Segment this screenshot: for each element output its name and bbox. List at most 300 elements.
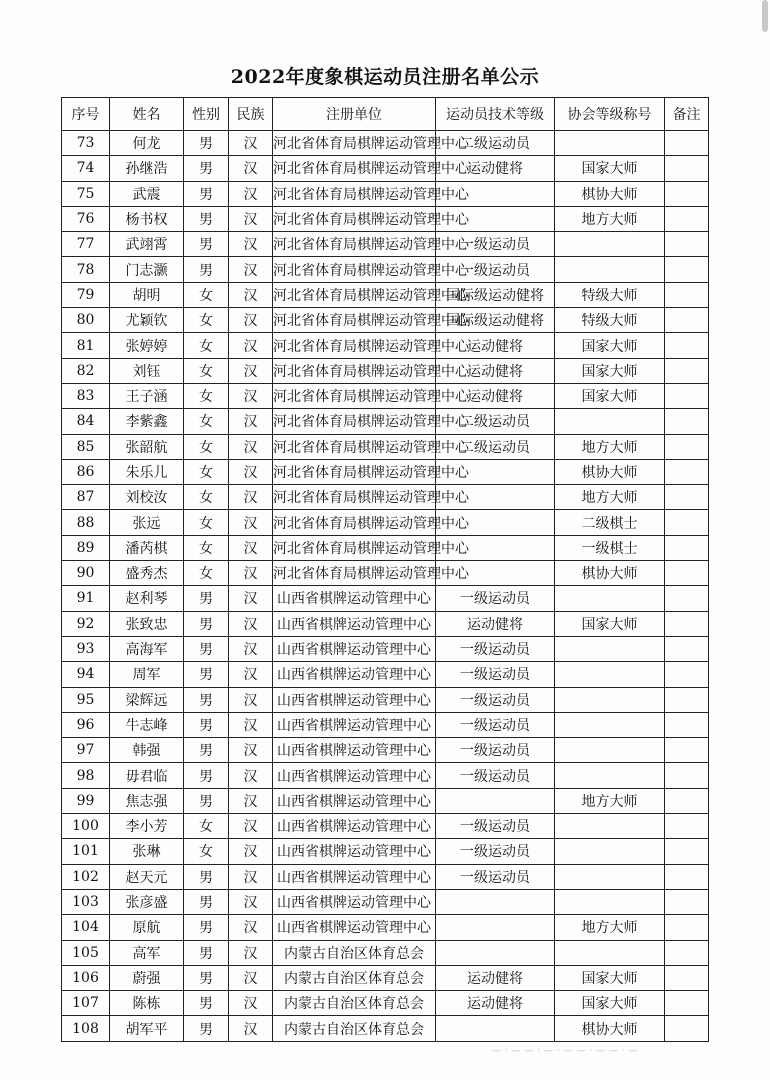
cell-unit: 内蒙古自治区体育总会 [273, 1016, 436, 1041]
table-row [62, 308, 709, 333]
cell-association-title: 特级大师 [555, 282, 665, 307]
cell-index: 97 [62, 738, 110, 763]
cell-ethnicity: 汉 [229, 586, 273, 611]
cell-index: 102 [62, 864, 110, 889]
cell-remarks [665, 611, 709, 636]
cell-association-title: 棋协大师 [555, 561, 665, 586]
cell-ethnicity: 汉 [229, 257, 273, 282]
cell-gender: 男 [184, 687, 229, 712]
cell-association-title: 地方大师 [555, 206, 665, 231]
cell-unit: 山西省棋牌运动管理中心 [273, 839, 436, 864]
cell-ethnicity: 汉 [229, 738, 273, 763]
cell-gender: 男 [184, 738, 229, 763]
table-row [62, 282, 709, 307]
cell-gender: 男 [184, 788, 229, 813]
cell-remarks [665, 156, 709, 181]
cell-ethnicity: 汉 [229, 485, 273, 510]
cell-name: 张琳 [110, 839, 184, 864]
cell-gender: 女 [184, 308, 229, 333]
cell-tech-level: 一级运动员 [436, 662, 555, 687]
cell-remarks [665, 333, 709, 358]
cell-association-title: 国家大师 [555, 358, 665, 383]
cell-gender: 女 [184, 333, 229, 358]
cell-remarks [665, 181, 709, 206]
cell-name: 刘钰 [110, 358, 184, 383]
cell-name: 潘芮棋 [110, 535, 184, 560]
cell-name: 焦志强 [110, 788, 184, 813]
cell-remarks [665, 561, 709, 586]
cell-remarks [665, 687, 709, 712]
table-row [62, 611, 709, 636]
cell-unit: 山西省棋牌运动管理中心 [273, 687, 436, 712]
cell-ethnicity: 汉 [229, 636, 273, 661]
cell-remarks [665, 712, 709, 737]
cell-ethnicity: 汉 [229, 358, 273, 383]
cell-index: 83 [62, 383, 110, 408]
cell-remarks [665, 965, 709, 990]
cell-remarks [665, 383, 709, 408]
cell-name: 门志灏 [110, 257, 184, 282]
cell-index: 92 [62, 611, 110, 636]
cell-unit: 山西省棋牌运动管理中心 [273, 814, 436, 839]
table-row [62, 459, 709, 484]
cell-association-title [555, 662, 665, 687]
cell-tech-level: 运动健将 [436, 156, 555, 181]
cell-gender: 女 [184, 535, 229, 560]
cell-remarks [665, 485, 709, 510]
cell-association-title: 国家大师 [555, 333, 665, 358]
column-header-association-title: 协会等级称号 [555, 98, 665, 131]
cell-association-title: 特级大师 [555, 308, 665, 333]
cell-unit: 河北省体育局棋牌运动管理中心 [273, 510, 436, 535]
cell-gender: 女 [184, 561, 229, 586]
cell-unit: 山西省棋牌运动管理中心 [273, 889, 436, 914]
cell-gender: 女 [184, 485, 229, 510]
cell-association-title [555, 864, 665, 889]
cell-remarks [665, 308, 709, 333]
cell-remarks [665, 1016, 709, 1041]
cell-ethnicity: 汉 [229, 712, 273, 737]
cell-tech-level [436, 915, 555, 940]
cell-remarks [665, 839, 709, 864]
cell-unit: 河北省体育局棋牌运动管理中心 [273, 282, 436, 307]
cell-gender: 女 [184, 383, 229, 408]
scrollbar[interactable] [762, 0, 768, 32]
cell-gender: 男 [184, 181, 229, 206]
table-row [62, 333, 709, 358]
cell-unit: 河北省体育局棋牌运动管理中心 [273, 206, 436, 231]
cell-unit: 河北省体育局棋牌运动管理中心 [273, 561, 436, 586]
cell-name: 梁辉远 [110, 687, 184, 712]
document-title: 2022年度象棋运动员注册名单公示 [230, 66, 540, 88]
cell-ethnicity: 汉 [229, 308, 273, 333]
cell-gender: 男 [184, 965, 229, 990]
cell-tech-level: 一级运动员 [436, 763, 555, 788]
cell-name: 赵利琴 [110, 586, 184, 611]
cell-tech-level: 运动健将 [436, 333, 555, 358]
cell-gender: 男 [184, 156, 229, 181]
cell-remarks [665, 358, 709, 383]
cell-index: 91 [62, 586, 110, 611]
cell-tech-level [436, 788, 555, 813]
cell-tech-level: 运动健将 [436, 358, 555, 383]
cell-index: 94 [62, 662, 110, 687]
table-row [62, 383, 709, 408]
cell-index: 87 [62, 485, 110, 510]
table-row [62, 814, 709, 839]
cell-index: 76 [62, 206, 110, 231]
cell-ethnicity: 汉 [229, 814, 273, 839]
cell-association-title [555, 889, 665, 914]
cell-tech-level: 运动健将 [436, 965, 555, 990]
cell-index: 89 [62, 535, 110, 560]
cell-tech-level [436, 1016, 555, 1041]
cell-gender: 女 [184, 282, 229, 307]
cell-index: 81 [62, 333, 110, 358]
cell-name: 盛秀杰 [110, 561, 184, 586]
cell-unit: 河北省体育局棋牌运动管理中心 [273, 232, 436, 257]
cell-association-title [555, 839, 665, 864]
cell-name: 张婷婷 [110, 333, 184, 358]
cell-gender: 女 [184, 510, 229, 535]
cell-ethnicity: 汉 [229, 459, 273, 484]
cell-remarks [665, 738, 709, 763]
cell-remarks [665, 257, 709, 282]
cell-gender: 男 [184, 915, 229, 940]
cell-index: 86 [62, 459, 110, 484]
cell-remarks [665, 662, 709, 687]
column-header-index: 序号 [62, 98, 110, 131]
cell-remarks [665, 586, 709, 611]
column-header-remarks: 备注 [665, 98, 709, 131]
table-row [62, 535, 709, 560]
cell-gender: 男 [184, 864, 229, 889]
cell-index: 90 [62, 561, 110, 586]
cell-name: 刘校汝 [110, 485, 184, 510]
cell-association-title [555, 131, 665, 156]
table-row [62, 965, 709, 990]
cell-index: 74 [62, 156, 110, 181]
column-header-gender: 性别 [184, 98, 229, 131]
cell-name: 原航 [110, 915, 184, 940]
cell-tech-level: 二级运动员 [436, 434, 555, 459]
cell-index: 75 [62, 181, 110, 206]
cell-name: 张远 [110, 510, 184, 535]
cell-gender: 女 [184, 409, 229, 434]
cell-index: 105 [62, 940, 110, 965]
column-header-ethnicity: 民族 [229, 98, 273, 131]
cell-gender: 男 [184, 712, 229, 737]
cell-association-title: 国家大师 [555, 156, 665, 181]
cell-unit: 山西省棋牌运动管理中心 [273, 636, 436, 661]
cell-index: 73 [62, 131, 110, 156]
cell-remarks [665, 940, 709, 965]
table-row [62, 687, 709, 712]
cell-unit: 河北省体育局棋牌运动管理中心 [273, 434, 436, 459]
table-row [62, 409, 709, 434]
cell-ethnicity: 汉 [229, 839, 273, 864]
cell-index: 85 [62, 434, 110, 459]
cell-ethnicity: 汉 [229, 940, 273, 965]
cell-tech-level: 一级运动员 [436, 586, 555, 611]
cell-name: 韩强 [110, 738, 184, 763]
cell-index: 93 [62, 636, 110, 661]
cell-name: 杨书权 [110, 206, 184, 231]
table-row [62, 485, 709, 510]
cell-name: 胡军平 [110, 1016, 184, 1041]
table-header-row [62, 98, 709, 131]
cell-association-title: 国家大师 [555, 383, 665, 408]
cell-tech-level: 一级运动员 [436, 738, 555, 763]
table-row [62, 232, 709, 257]
cell-tech-level: 一级运动员 [436, 839, 555, 864]
cell-gender: 男 [184, 1016, 229, 1041]
cell-name: 高军 [110, 940, 184, 965]
cell-unit: 河北省体育局棋牌运动管理中心 [273, 535, 436, 560]
cell-unit: 内蒙古自治区体育总会 [273, 965, 436, 990]
cell-gender: 女 [184, 839, 229, 864]
cell-gender: 男 [184, 662, 229, 687]
cell-ethnicity: 汉 [229, 409, 273, 434]
cell-association-title: 地方大师 [555, 788, 665, 813]
table-row [62, 131, 709, 156]
cell-remarks [665, 409, 709, 434]
cell-tech-level [436, 889, 555, 914]
cell-remarks [665, 131, 709, 156]
cell-gender: 男 [184, 636, 229, 661]
cell-ethnicity: 汉 [229, 991, 273, 1016]
cell-unit: 山西省棋牌运动管理中心 [273, 763, 436, 788]
cell-tech-level: 一级运动员 [436, 687, 555, 712]
cell-tech-level: 国际级运动健将 [436, 282, 555, 307]
cell-name: 毋君临 [110, 763, 184, 788]
cell-ethnicity: 汉 [229, 333, 273, 358]
cell-unit: 山西省棋牌运动管理中心 [273, 864, 436, 889]
cell-unit: 河北省体育局棋牌运动管理中心 [273, 181, 436, 206]
cell-gender: 男 [184, 131, 229, 156]
cell-tech-level: 运动健将 [436, 611, 555, 636]
cell-remarks [665, 788, 709, 813]
cell-name: 陈栋 [110, 991, 184, 1016]
cell-remarks [665, 459, 709, 484]
cell-index: 79 [62, 282, 110, 307]
cell-gender: 男 [184, 232, 229, 257]
cell-name: 高海军 [110, 636, 184, 661]
column-header-unit: 注册单位 [273, 98, 436, 131]
cell-remarks [665, 889, 709, 914]
cell-unit: 山西省棋牌运动管理中心 [273, 915, 436, 940]
cell-unit: 山西省棋牌运动管理中心 [273, 586, 436, 611]
cell-name: 牛志峰 [110, 712, 184, 737]
cell-ethnicity: 汉 [229, 156, 273, 181]
cell-index: 101 [62, 839, 110, 864]
cell-gender: 女 [184, 434, 229, 459]
cell-association-title [555, 763, 665, 788]
cell-tech-level: 国际级运动健将 [436, 308, 555, 333]
cell-remarks [665, 814, 709, 839]
cell-tech-level: 二级运动员 [436, 131, 555, 156]
table-row [62, 738, 709, 763]
cell-index: 82 [62, 358, 110, 383]
cell-association-title [555, 257, 665, 282]
registration-table [61, 97, 709, 1042]
cell-ethnicity: 汉 [229, 662, 273, 687]
cell-tech-level: 运动健将 [436, 991, 555, 1016]
table-row [62, 915, 709, 940]
cell-association-title: 棋协大师 [555, 1016, 665, 1041]
table-row [62, 991, 709, 1016]
column-header-name: 姓名 [110, 98, 184, 131]
cell-ethnicity: 汉 [229, 232, 273, 257]
cell-association-title [555, 814, 665, 839]
cell-index: 80 [62, 308, 110, 333]
cell-index: 106 [62, 965, 110, 990]
table-row [62, 864, 709, 889]
cell-ethnicity: 汉 [229, 561, 273, 586]
cell-index: 107 [62, 991, 110, 1016]
cell-association-title [555, 586, 665, 611]
cell-index: 98 [62, 763, 110, 788]
table-row [62, 358, 709, 383]
cell-tech-level: 一级运动员 [436, 257, 555, 282]
cell-unit: 河北省体育局棋牌运动管理中心 [273, 257, 436, 282]
cell-ethnicity: 汉 [229, 1016, 273, 1041]
cell-ethnicity: 汉 [229, 889, 273, 914]
cell-ethnicity: 汉 [229, 864, 273, 889]
cell-unit: 河北省体育局棋牌运动管理中心 [273, 459, 436, 484]
table-row [62, 257, 709, 282]
cell-index: 77 [62, 232, 110, 257]
table-row [62, 510, 709, 535]
cell-remarks [665, 991, 709, 1016]
cell-ethnicity: 汉 [229, 282, 273, 307]
cell-name: 李小芳 [110, 814, 184, 839]
cell-unit: 河北省体育局棋牌运动管理中心 [273, 358, 436, 383]
table-row [62, 561, 709, 586]
cell-ethnicity: 汉 [229, 206, 273, 231]
cell-gender: 男 [184, 763, 229, 788]
cell-association-title: 国家大师 [555, 611, 665, 636]
cell-name: 武震 [110, 181, 184, 206]
cell-association-title: 地方大师 [555, 485, 665, 510]
cell-gender: 女 [184, 814, 229, 839]
cell-association-title [555, 636, 665, 661]
cell-unit: 山西省棋牌运动管理中心 [273, 662, 436, 687]
cell-name: 何龙 [110, 131, 184, 156]
cell-unit: 内蒙古自治区体育总会 [273, 991, 436, 1016]
cell-name: 张彦盛 [110, 889, 184, 914]
cell-name: 李紫鑫 [110, 409, 184, 434]
cell-name: 朱乐儿 [110, 459, 184, 484]
cell-association-title: 一级棋士 [555, 535, 665, 560]
cell-association-title: 棋协大师 [555, 181, 665, 206]
cell-name: 张韶航 [110, 434, 184, 459]
cell-gender: 男 [184, 586, 229, 611]
cell-remarks [665, 864, 709, 889]
cell-unit: 河北省体育局棋牌运动管理中心 [273, 383, 436, 408]
cell-tech-level: 二级运动员 [436, 409, 555, 434]
cell-ethnicity: 汉 [229, 788, 273, 813]
cell-tech-level: 一级运动员 [436, 636, 555, 661]
cell-gender: 男 [184, 991, 229, 1016]
cell-remarks [665, 434, 709, 459]
cell-name: 周军 [110, 662, 184, 687]
cell-index: 108 [62, 1016, 110, 1041]
cell-index: 100 [62, 814, 110, 839]
cell-ethnicity: 汉 [229, 611, 273, 636]
cell-association-title [555, 712, 665, 737]
table-row [62, 181, 709, 206]
table-row [62, 712, 709, 737]
cell-remarks [665, 915, 709, 940]
cell-tech-level: 一级运动员 [436, 814, 555, 839]
cell-association-title: 国家大师 [555, 965, 665, 990]
table-row [62, 586, 709, 611]
cell-name: 尤颖钦 [110, 308, 184, 333]
table-row [62, 1016, 709, 1041]
cell-unit: 河北省体育局棋牌运动管理中心 [273, 333, 436, 358]
cell-tech-level: 一级运动员 [436, 232, 555, 257]
cell-ethnicity: 汉 [229, 383, 273, 408]
cell-ethnicity: 汉 [229, 763, 273, 788]
cell-unit: 山西省棋牌运动管理中心 [273, 712, 436, 737]
cell-gender: 女 [184, 358, 229, 383]
cell-unit: 河北省体育局棋牌运动管理中心 [273, 485, 436, 510]
cell-association-title [555, 940, 665, 965]
cell-association-title: 棋协大师 [555, 459, 665, 484]
cell-association-title: 国家大师 [555, 991, 665, 1016]
cell-ethnicity: 汉 [229, 535, 273, 560]
cell-index: 103 [62, 889, 110, 914]
cell-remarks [665, 282, 709, 307]
table-row [62, 889, 709, 914]
cell-unit: 山西省棋牌运动管理中心 [273, 738, 436, 763]
cell-gender: 男 [184, 611, 229, 636]
cell-association-title: 二级棋士 [555, 510, 665, 535]
table-row [62, 839, 709, 864]
cell-index: 96 [62, 712, 110, 737]
cell-ethnicity: 汉 [229, 434, 273, 459]
cell-index: 99 [62, 788, 110, 813]
cell-remarks [665, 535, 709, 560]
table-row [62, 940, 709, 965]
cell-ethnicity: 汉 [229, 131, 273, 156]
table-row [62, 434, 709, 459]
cell-association-title: 地方大师 [555, 434, 665, 459]
cell-ethnicity: 汉 [229, 915, 273, 940]
cell-name: 蔚强 [110, 965, 184, 990]
table-row [62, 206, 709, 231]
cell-unit: 河北省体育局棋牌运动管理中心 [273, 156, 436, 181]
cell-unit: 河北省体育局棋牌运动管理中心 [273, 308, 436, 333]
cell-unit: 山西省棋牌运动管理中心 [273, 611, 436, 636]
cell-name: 张致忠 [110, 611, 184, 636]
cell-gender: 女 [184, 459, 229, 484]
cell-index: 84 [62, 409, 110, 434]
watermark: — · — — · — · — — · — — · — [492, 1046, 638, 1056]
cell-name: 胡明 [110, 282, 184, 307]
cell-gender: 男 [184, 940, 229, 965]
cell-index: 78 [62, 257, 110, 282]
cell-index: 88 [62, 510, 110, 535]
cell-name: 赵天元 [110, 864, 184, 889]
cell-tech-level: 一级运动员 [436, 712, 555, 737]
cell-gender: 男 [184, 257, 229, 282]
cell-name: 王子涵 [110, 383, 184, 408]
cell-remarks [665, 232, 709, 257]
cell-association-title [555, 687, 665, 712]
cell-remarks [665, 206, 709, 231]
